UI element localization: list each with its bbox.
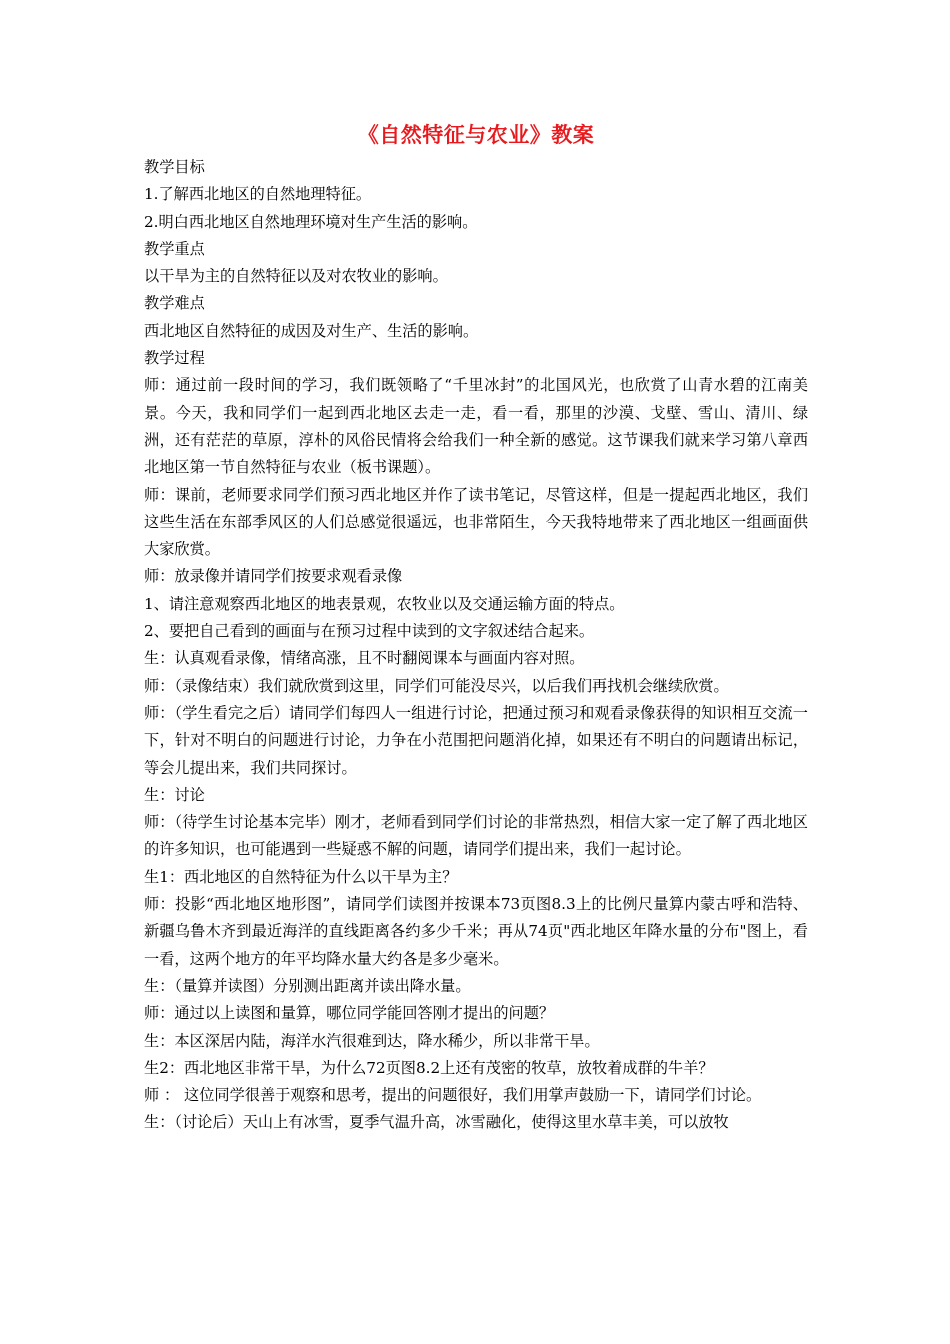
document-body [144,154,808,1137]
paragraph: 生2：西北地区非常干旱，为什么72页图8.2上还有茂密的牧草，放牧着成群的牛羊？ [144,1058,714,1077]
paragraph: 师：放录像并请同学们按要求观看录像 [144,567,403,586]
paragraph: 师：课前，老师要求同学们预习西北地区并作了读书笔记，尽管这样，但是一提起西北地区，我们这些生活在东部季风区的人们总感觉很遥远，也非常陌生，今天我特地带来了西北地区一组画面供大家欣赏。 [144,485,808,559]
paragraph: 师：（录像结束）我们就欣赏到这里，同学们可能没尽兴，以后我们再找机会继续欣赏。 [144,676,729,695]
paragraph: 师：投影“西北地区地形图”，请同学们读图并按课本73页图8.3上的比例尺量算内蒙古呼和浩特、新疆乌鲁木齐到最近海洋的直线距离各约多少千米；再从74页"西北地区年降水量的分布"图上，看一看，这两个地方的年平均降水量大约各是多少毫米。 [144,895,808,968]
paragraph: 生1：西北地区的自然特征为什么以干旱为主？ [144,867,458,886]
paragraph: 西北地区自然特征的成因及对生产、生活的影响。 [144,321,479,340]
paragraph: 师：（学生看完之后）请同学们每四人一组进行讨论，把通过预习和观看录像获得的知识相互交流一下，针对不明白的问题进行讨论，力争在小范围把问题消化掉，如果还有不明白的问题请出标记，等会儿提出来，我们共同探讨。 [144,703,808,777]
paragraph: 生：（量算并读图）分别测出距离并读出降水量。 [144,976,471,995]
paragraph: 生：认真观看录像，情绪高涨，且不时翻阅课本与画面内容对照。 [144,649,585,668]
paragraph: 2、要把自己看到的画面与在预习过程中读到的文字叙述结合起来。 [144,622,595,641]
paragraph: 生：（讨论后）天山上有冰雪，夏季气温升高，冰雪融化，使得这里水草丰美，可以放牧 [144,1113,729,1132]
paragraph: 生：讨论 [144,785,205,804]
document-page [144,118,808,1137]
paragraph: 教学重点 [144,239,205,258]
paragraph: 师：通过前一段时间的学习，我们既领略了“千里冰封”的北国风光，也欣赏了山青水碧的江南美景。今天，我和同学们一起到西北地区去走一走，看一看，那里的沙漠、戈壁、雪山、清川、绿洲，还有茫茫的草原，淳朴的风俗民情将会给我们一种全新的感觉。这节课我们就来学习第八章西北地区第一节自然特征与农业（板书课题）。 [144,376,808,477]
document-title: 《自然特征与农业》教案 [357,122,595,147]
paragraph: 教学目标 [144,158,205,176]
paragraph: 师 ： 这位同学很善于观察和思考，提出的问题很好，我们用掌声鼓励一下，请同学们讨论。 [144,1086,762,1105]
paragraph: 以干旱为主的自然特征以及对农牧业的影响。 [144,267,448,286]
paragraph: 生：本区深居内陆，海洋水汽很难到达，降水稀少，所以非常干旱。 [144,1031,600,1050]
paragraph: 2.明白西北地区自然地理环境对生产生活的影响。 [144,212,478,231]
paragraph: 教学过程 [144,349,205,368]
paragraph: 1、请注意观察西北地区的地表景观，农牧业以及交通运输方面的特点。 [144,594,625,613]
paragraph: 师：通过以上读图和量算，哪位同学能回答刚才提出的问题？ [144,1004,555,1023]
paragraph: 教学难点 [144,294,205,313]
paragraph: 师：（待学生讨论基本完毕）刚才，老师看到同学们讨论的非常热烈，相信大家一定了解了西北地区的许多知识，也可能遇到一些疑惑不解的问题，请同学们提出来，我们一起讨论。 [144,813,808,859]
paragraph: 1.了解西北地区的自然地理特征。 [144,185,372,204]
